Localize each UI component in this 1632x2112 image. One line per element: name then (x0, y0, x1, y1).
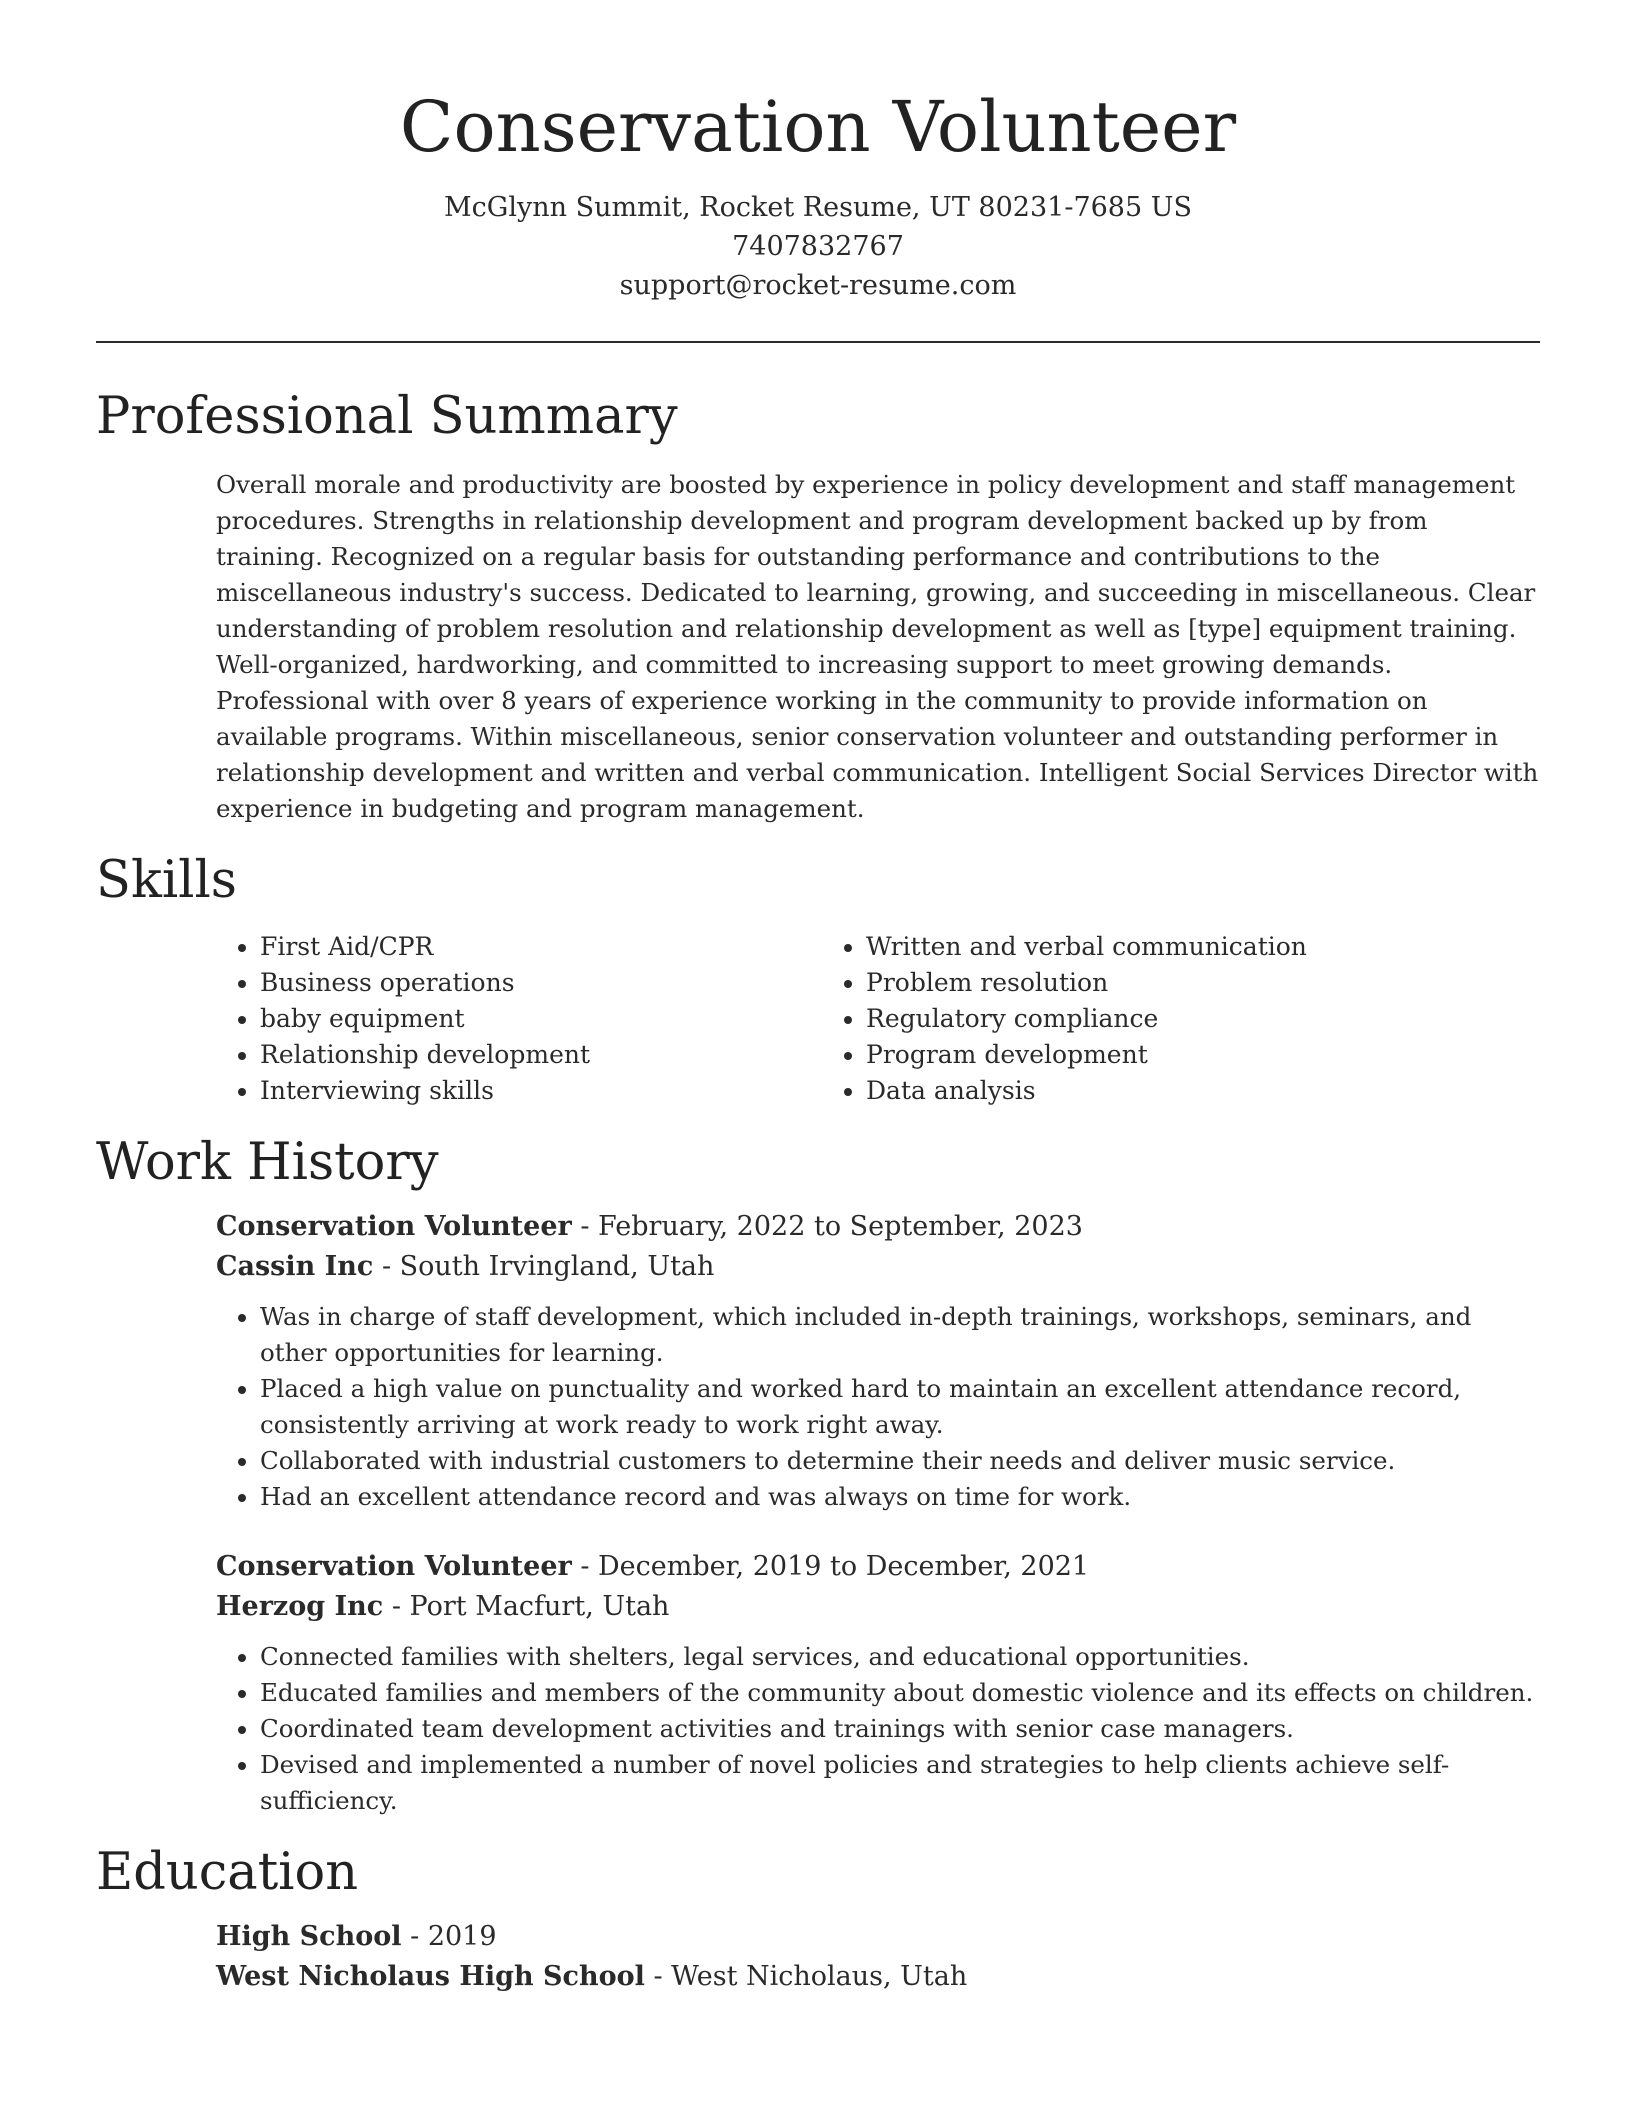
work-history-section (96, 1133, 1540, 1819)
header-divider (96, 341, 1540, 343)
job-bullet: • Collaborated with industrial customers to determine their needs and deliver music service. (260, 1443, 1540, 1479)
candidate-name: Conservation Volunteer (399, 86, 1237, 168)
job-location: - South Irvingland, Utah (373, 1251, 715, 1282)
job-dates: - December, 2019 to December, 2021 (571, 1551, 1090, 1582)
skill-item: • Problem resolution (866, 965, 1307, 1001)
education-degree-line (216, 1917, 1540, 1957)
skill-item: • Data analysis (866, 1073, 1307, 1109)
skill-item: • First Aid/CPR (260, 929, 822, 965)
job-bullet: • Placed a high value on punctuality and worked hard to maintain an excellent attendance record, consistently arriving at work ready to work right away. (260, 1371, 1540, 1443)
job-bullet: • Connected families with shelters, legal services, and educational opportunities. (260, 1639, 1540, 1675)
contact-phone: 7407832767 (732, 231, 904, 262)
skill-item: • Program development (866, 1037, 1307, 1073)
skills-heading: Skills (96, 851, 237, 910)
job-bullet: • Had an excellent attendance record and was always on time for work. (260, 1479, 1540, 1515)
contact-email: support@rocket-resume.com (619, 270, 1017, 301)
resume-header (96, 0, 1540, 305)
job-company-line (216, 1247, 1540, 1287)
job-bullet: • Coordinated team development activities and trainings with senior case managers. (260, 1711, 1540, 1747)
job-bullets (216, 1639, 1540, 1819)
job-location: - Port Macfurt, Utah (383, 1591, 670, 1622)
work-history-heading: Work History (96, 1133, 439, 1192)
job-title-line (216, 1207, 1540, 1247)
job-company: Cassin Inc (216, 1251, 374, 1282)
job-bullet: • Devised and implemented a number of novel policies and strategies to help clients achieve self-sufficiency. (260, 1747, 1540, 1819)
job-bullet: • Educated families and members of the community about domestic violence and its effects on children. (260, 1675, 1540, 1711)
skills-grid (216, 929, 1540, 1109)
education-school: West Nicholaus High School (216, 1961, 645, 1992)
skill-item: • Business operations (260, 965, 822, 1001)
job-role: Conservation Volunteer (216, 1551, 572, 1582)
job-entry (216, 1547, 1540, 1819)
summary-heading: Professional Summary (96, 387, 678, 446)
skills-column-left (216, 929, 822, 1109)
job-role: Conservation Volunteer (216, 1211, 572, 1242)
skill-item: • Written and verbal communication (866, 929, 1307, 965)
job-company-line (216, 1587, 1540, 1627)
skills-section (96, 851, 1540, 1109)
job-company: Herzog Inc (216, 1591, 384, 1622)
skill-item: • baby equipment (260, 1001, 822, 1037)
education-location: - West Nicholaus, Utah (644, 1961, 968, 1992)
job-bullet: • Was in charge of staff development, which included in-depth trainings, workshops, seminars, and other opportunities for learning. (260, 1299, 1540, 1371)
job-bullets (216, 1299, 1540, 1515)
summary-section (96, 387, 1540, 827)
education-section (96, 1843, 1540, 1997)
skill-item: • Interviewing skills (260, 1073, 822, 1109)
contact-address: McGlynn Summit, Rocket Resume, UT 80231-7685 US (443, 192, 1192, 223)
job-dates: - February, 2022 to September, 2023 (571, 1211, 1083, 1242)
education-year: - 2019 (401, 1921, 497, 1952)
skill-item: • Regulatory compliance (866, 1001, 1307, 1037)
resume-page (96, 0, 1540, 1997)
education-degree: High School (216, 1921, 402, 1952)
summary-text: Overall morale and productivity are boosted by experience in policy development and staff management procedures. Strengths in relationship development and program development backed up by from training. Recognized on a regular basis for outstanding performance and contributions to the miscellaneous industry's success. Dedicated to learning, growing, and succeeding in miscellaneous. Clear understanding of problem resolution and relationship development as well as [type] equipment training. Well-organized, hardworking, and committed to increasing support to meet growing demands. Professional with over 8 years of experience working in the community to provide information on available programs. Within miscellaneous, senior conservation volunteer and outstanding performer in relationship development and written and verbal communication. Intelligent Social Services Director with experience in budgeting and program management. (216, 470, 1539, 823)
job-title-line (216, 1547, 1540, 1587)
education-school-line (216, 1957, 1540, 1997)
education-entry (216, 1917, 1540, 1997)
skills-column-right (822, 929, 1307, 1109)
skill-item: • Relationship development (260, 1037, 822, 1073)
job-entry (216, 1207, 1540, 1515)
education-heading: Education (96, 1843, 359, 1902)
